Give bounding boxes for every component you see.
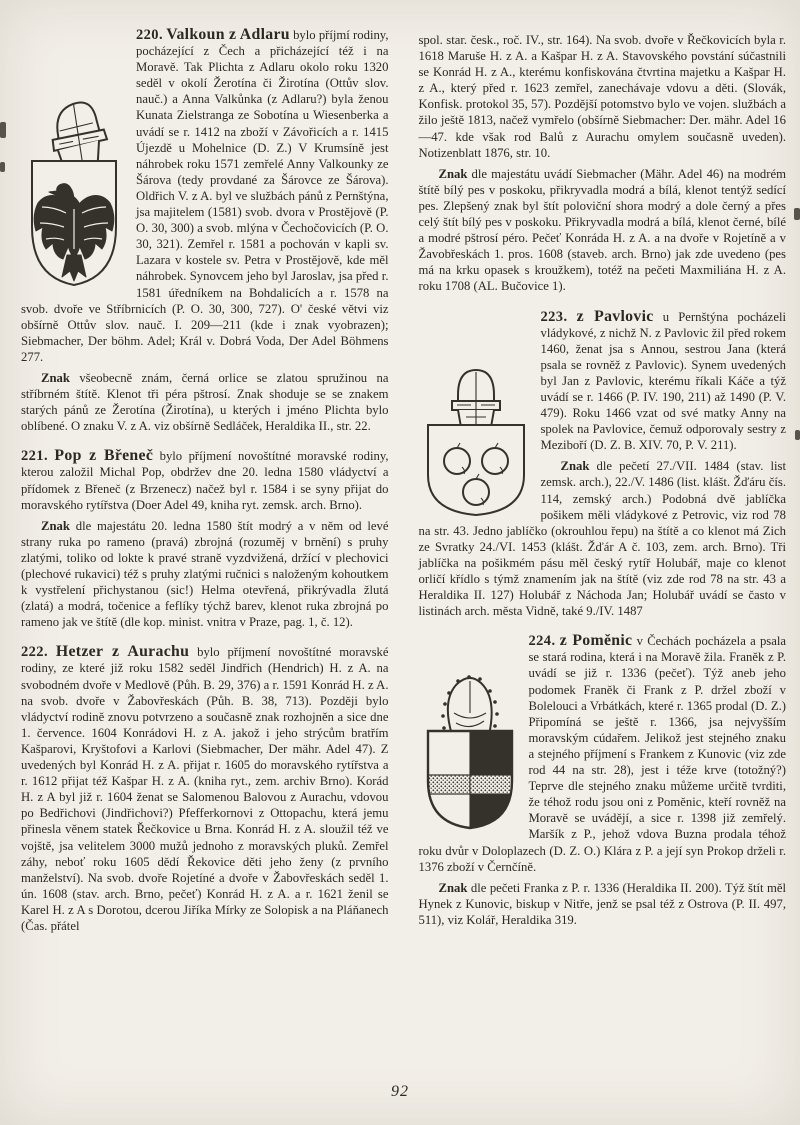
- quartered-shield-coat-of-arms-icon: [424, 673, 516, 831]
- entry-224-name: z Poměnic: [559, 632, 633, 650]
- entry-222-continued-paragraph: [419, 32, 787, 161]
- entry-220-name: Valkoun z Adlaru: [166, 26, 290, 43]
- scan-artifact-3: [794, 208, 800, 220]
- entry-221-znak-text: dle majestátu 20. ledna 1580 štít modrý a v něm od levé strany ruka po rameno (pravá) zbrojná (rozuměj v brnění) s pruhy zlatými, toliko od lokte k pravé straně vyzdvižená, držící v plechovici (plechové rukavici) též s pruhy zlatými ručnici s naloženým kohoutkem k vystřelení přichystanou (sic!) Helma otevřená, přikrývadla žlutá (zlatá) a modrá, točenice a feflíky týchž barev, klenot ruka zbrojná po rameno jak ve štítě (dle kop. minist. vnitra v Praze, pag. 1, č. 12).: [21, 518, 389, 630]
- entry-224-number: 224.: [528, 633, 556, 650]
- entry-221-number: 221.: [21, 448, 48, 465]
- entry-223-name: z Pavlovic: [576, 307, 654, 325]
- entry-222-name: Hetzer z Aurachu: [55, 643, 190, 661]
- znak-label: Znak: [438, 166, 468, 181]
- scan-artifact-2: [0, 162, 5, 172]
- entry-222: [21, 644, 389, 934]
- znak-label: Znak: [438, 880, 468, 895]
- entry-222-paragraph: [21, 644, 389, 934]
- entry-223-znak-text: dle pečetí 27./VII. 1484 (stav. list zemsk. arch.), 22./V. 1486 (list. klášt. Žďáru čís. 114, zemský arch.) Podobná dvě jablíčka pošikem měli vládykové z Petrovic, viz rod 78 na str. 43. Jedno jablíčko (okrouhlou řepu) na štítě a co klenot má Zich ze Svratky 24./VI. 1453 (klášt. Žďár A č. 103, zem. arch. Brno). Tři jablíčka na pošikmém pásu měl český rytíř Holubář, maje co klenot orličí křídlo s týmž znamením jak na štítě (viz zde rod 78 na str. 43 a Heraldika II. 127) Holubář z Náchoda Jan; Holubář uvádí se často v listinách arch. města Vidně, také 9./IV. 1487: [418, 459, 786, 619]
- znak-label: Znak: [41, 370, 70, 385]
- entry-222-body: bylo příjmení novoštítné moravské rodiny, ze které již roku 1582 seděl Jindřich (Hendrich) H. z A. na svobodném dvoře v Medlově (Půh. B. 29, 376) a r. 1591 Konrád H. z A. na svob. dvoře v Žabovřeskách (Půh. B. 38, 713). Později bylo vládyctví rodině znovu potvrzeno a současně znak rozhojněn a sice dne 1. července. 1604 Konrádovi H. z A. jakož i jeho strýcům bratřím Kašparovi, Kryštofovi a Karlovi (Siebmacher, Der mähr. Adel 47). Z uvedených byl Konrád H. z A. přijat r. 1605 do moravského rytířstva a r. 1612 přijat též Kašpar H. z A. (kniha ryt., zem. archiv Brno). Korád H. z A byl již r. 1604 ženat se Salomenou Balovou z Aurachu, vdovou po Bedřichovi (Jindřichovi?) Pfefferkornovi z Ottopachu, která jemu přinesla věnem statek Řečkovice u Brna. Konrád H. z A. sloužil též ve vojště, jsa velitelem 3000 mužů jednoho z moravských pluků. Zemřel záhy, neboť roku 1605 dědí Řekovice děti jeho ženy (z prvního manželství). Na svob. dvoře Rojetíné a dvoře v Žabovřeskách seděl 1. ún. 1608 (stav. arch. Brno, pečeť) Konrád H. z A. a r. 1621 ženil se Karel H. z A s Dorotou, dcerou Jiříka Mírky ze Solopisk a na Pláňanech (Čas. přátel: [21, 645, 389, 933]
- entry-220-number: 220.: [136, 27, 163, 43]
- entry-220: [21, 27, 389, 434]
- entry-224-znak-text: dle pečeti Franka z P. r. 1336 (Heraldika II. 200). Týž štít měl Hynek z Kunovic, biskup v Nitře, jenž se psal též z Ostrova (P. II. 497, 511), viz Kolář, Heraldika 319.: [418, 880, 787, 927]
- entry-223-body: u Pernštýna pocházeli vládykové, z nichž N. z Pavlovic žil před rokem 1460, ženat jsa s Annou, sestrou Jana (která psala se rovněž z Pavlovic). Synem uvedených byl Jan z Pavlovic, kterému říkali Káče a týž uvádí se r. 1466 (P. IV. 190, 211) až 1490 (P. V. 479). Roku 1466 vzat od své matky Anny na spolek na Pavlovice, čemuž odporovaly sestry z Meziboří (D. Z. B. XIV. 70, P. V. 211).: [540, 309, 786, 453]
- entry-224-znak-paragraph: [419, 880, 787, 928]
- entry-223: [419, 309, 787, 620]
- entry-220-znak-paragraph: [21, 370, 389, 434]
- left-column: [21, 27, 389, 934]
- entry-221-body: bylo příjmení novoštítné moravské rodiny, kterou založil Michal Pop, obdržev dne 20. ledna 1580 vládyctví a přídomek z Břeneč (z Brzenecz) načež byl r. 1584 i se syny přijat do moravského rytířstva (Doer Adel 49, kniha ryt. zemsk. arch. Brno).: [21, 449, 389, 512]
- eagle-coat-of-arms-icon: [28, 99, 120, 289]
- entry-220-body: bylo příjmí rodiny, pocházející z Čech a přicházející též i na Moravě. Tak Plichta z Adlaru okolo roku 1320 seděl v okolí Žerotína či Žirotína (Ottův slov. nauč.) a Anna Valkůnka (z Adlaru?) byla ženou Kunata Zielstranga ze Sobotína u Wiesenberka a uvádí se r. 1412 na zboží v Závořicích a r. 1415 Újezdě u Mohelnice (D. Z.) V Krumsíně jest náhrobek roku 1571 zemřelé Anny Valkounky ze Šárova (tedy provdané za Šárovce ze Šárova). Oldřich V. z A. byl ve službách pánů z Pernštýna, jsa majitelem (1581) svob. dvora v Prostějově (P. O. 30, 300) a svob. mlýna v Čechočovicích (P. O. 30, 321). Zemřel r. 1581 a pochován v kapli sv. Lazara v kostele sv. Petra v Prostějově, kde měl náhrobek. Synovcem jeho byl Jaroslav, jsa před r. 1581 úředníkem na Bohdalicích a r. 1578 na svob. dvoře ve Stříbrnicích (P. O. 30, 300, 727). O' české větvi viz obšírně Ottův slov. nauč. I. 209—211 (kde i znak vyobrazen); Siebmacher, Der böhm. Adel; Král v. Dobrá Voda, Der Adel Böhmens 277.: [21, 28, 389, 364]
- entry-222-znak-text: dle majestátu uvádí Siebmacher (Mähr. Adel 46) na modrém štítě bílý pes v poskoku, přikryvadla modrá a bílá, klenot tentýž sedící pes. Zlepšený znak byl štít poloviční shora modrý a dole černý a přes celý štít bílý pes v poskoku. Přikryvadla modrá a bílá, klenot černé, bílé a modré pštrosí péro. Pečeť Konráda H. z A. a na dvoře v Rojetíně a v Žavobřeskách 1. pros. 1608 (staveb. arch. Brno) jak zde uvedeno (pes má na krku opasek s kroužkem), totéž na pečeti Maxmiliána H. z A. roku 1708 (AL. Bučovice 1).: [418, 166, 786, 294]
- entry-221-name: Pop z Břeneč: [54, 447, 154, 465]
- entry-222-continuation: [419, 32, 787, 295]
- entry-221: [21, 448, 389, 630]
- znak-label: Znak: [560, 459, 590, 474]
- entry-222-continued-body: spol. star. česk., roč. IV., str. 164). Na svob. dvoře v Řečkovicích byla r. 1618 Maruše H. z A. a Kašpar H. z A. Stavovského povstání súčastnili se Konrád H. z A., kterému konfiskována čtvrtina majetku a Kašpar H. z A., který před r. 1623 zemřel, zanechávaje vdovu a děti. (Slovák, Konfisk. protokol 35, 57). Pozdější potomstvo bylo ve vojen. službách a žilo ještě 1813, načež vymřelo (obšírně Siebmacher: Der. mähr. Adel 16—47. kde však rod Balů z Aurachu omylem současně uveden). Notizenblatt 1876, str. 10.: [418, 33, 786, 160]
- page-number: 92: [391, 1083, 409, 1100]
- entry-223-number: 223.: [540, 308, 568, 325]
- entry-224-body: v Čechách pocházela a psala se stará rodina, která i na Moravě žila. Franěk z P. uvádí se již r. 1336 (pečeť). Týž aneb jeho podomek Franěk či Frank z P. držel zboží v Bolelouci a Vrbátkách, které r. 1365 prodal (D. Z.) Připomíná se ještě r. 1366, jsa nejvyšším moravským cúdařem. Jelikož jest stejného znaku a stejného příjmení s Frankem z Kunovic (viz zde rod 44 na str. 28), jest i téže krve (totožný?) Teprve dle stejného znaku můžeme určitě tvrditi, že téhož rodu jsou oni z Poměnic, kteří rovněž na Moravě se uvádějí, a sice r. 1398 již zemřelý. Maršík z P., jehož vdova Buzna prodala téhož roku dvůr v Doloplazech (D. Z. O.) Klára z P. a její syn Prokop drželi r. 1376 zboží v Černčíně.: [418, 634, 787, 874]
- entry-220-znak-text: všeobecně znám, černá orlice se zlatou spružinou na stříbrném štítě. Klenot tři péra pštrosí. Znak shoduje se se znakem starých pánů ze Žerotína (Žirotína), u kterých i jméno Plichta bylo oblíbené. O znaku V. z A. viz obšírně Sedláček, Heraldika II., str. 22.: [21, 370, 389, 434]
- entry-224: [419, 633, 787, 928]
- scan-artifact-4: [795, 430, 800, 440]
- entry-221-paragraph: [21, 448, 389, 512]
- entry-221-znak-paragraph: [21, 518, 389, 631]
- coat-of-arms-pavlovic-figure: [419, 325, 533, 517]
- three-apples-coat-of-arms-icon: [424, 365, 528, 517]
- scan-artifact-1: [0, 122, 6, 138]
- right-column: [419, 27, 787, 934]
- coat-of-arms-valkoun-figure: [21, 43, 127, 289]
- entry-222-znak-paragraph: [419, 166, 787, 295]
- entry-222-number: 222.: [21, 644, 48, 661]
- coat-of-arms-pomenic-figure: [419, 649, 521, 831]
- znak-label: Znak: [41, 518, 70, 533]
